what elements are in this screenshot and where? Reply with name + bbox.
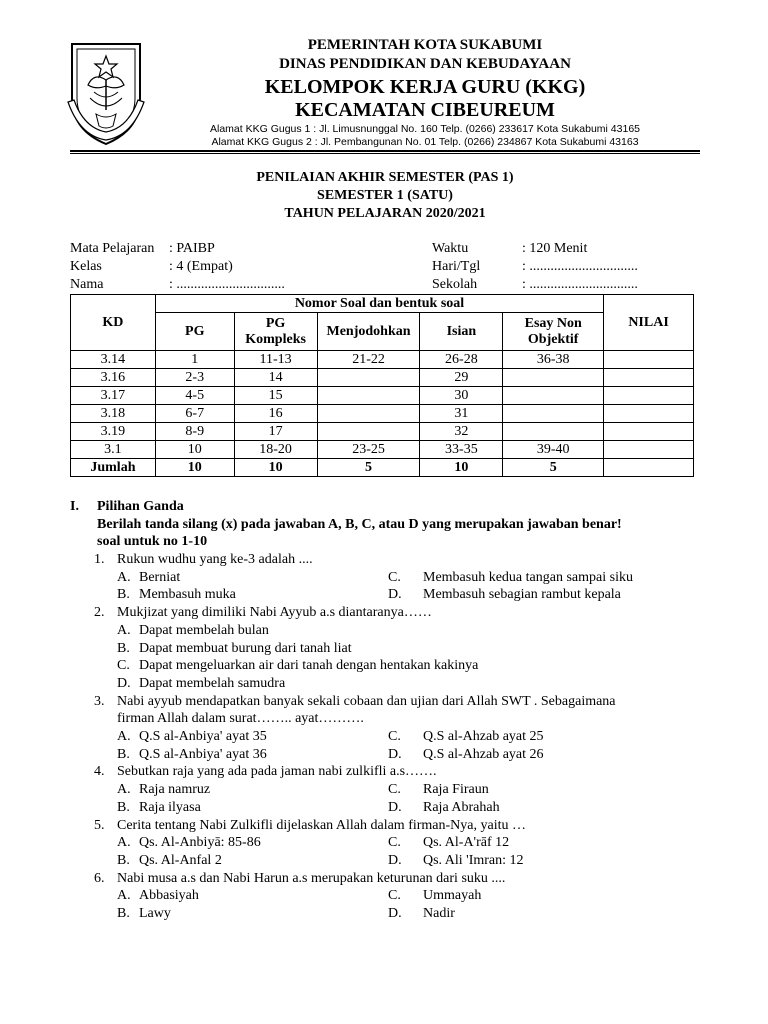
option-text: Berniat (139, 569, 181, 585)
table-cell: 15 (234, 387, 317, 405)
table-cell: 1 (155, 351, 234, 369)
table-row (71, 423, 694, 441)
header-district: KECAMATAN CIBEUREUM (295, 99, 555, 121)
header-kkg: KELOMPOK KERJA GURU (KKG) (264, 76, 586, 98)
exam-title: PENILAIAN AKHIR SEMESTER (PAS 1) (256, 170, 514, 185)
option-letter: D. (388, 799, 402, 815)
info-value-subject: : PAIBP (169, 241, 215, 256)
option-text: Qs. Al-Anbiyā: 85-86 (139, 835, 261, 851)
option-text: Membasuh kedua tangan sampai siku (423, 569, 633, 585)
table-cell: 5 (317, 459, 420, 477)
table-cell: 39-40 (503, 441, 604, 459)
option-text: Qs. Al-Anfal 2 (139, 852, 222, 868)
option-letter: C. (388, 569, 401, 585)
table-cell (317, 423, 420, 441)
question-number: 1. (94, 552, 105, 567)
option-text: Ummayah (423, 888, 482, 904)
option-letter: A. (117, 569, 131, 585)
option-text: Dapat membelah bulan (139, 622, 269, 638)
table-cell: 29 (420, 369, 503, 387)
table-cell: 3.1 (71, 441, 156, 459)
table-row (71, 351, 694, 369)
table-cell (503, 405, 604, 423)
question-text: Mukjizat yang dimiliki Nabi Ayyub a.s diantaranya…… (117, 605, 432, 621)
table-cell: 32 (420, 423, 503, 441)
table-cell: 21-22 (317, 351, 420, 369)
option-letter: A. (117, 622, 131, 638)
info-label-name: Nama (70, 277, 104, 292)
question-number: 5. (94, 817, 105, 833)
question-number: 2. (94, 605, 105, 621)
info-label-class: Kelas (70, 259, 102, 274)
table-cell: 3.19 (71, 423, 156, 441)
option-letter: D. (117, 675, 131, 691)
table-cell: 16 (234, 405, 317, 423)
option-text: Q.S al-Ahzab ayat 25 (423, 729, 544, 744)
option-text: Raja ilyasa (139, 799, 201, 815)
option-text: Q.S al-Ahzab ayat 26 (423, 746, 544, 762)
info-value-time: : 120 Menit (522, 241, 588, 256)
kd-header: KD (71, 295, 156, 351)
option-letter: B. (117, 799, 130, 815)
info-value-class: : 4 (Empat) (169, 259, 233, 274)
table-cell: 14 (234, 369, 317, 387)
col-pg-kompleks: PG Kompleks (234, 313, 317, 351)
table-cell: 10 (234, 459, 317, 477)
table-cell: 23-25 (317, 441, 420, 459)
option-text: Membasuh sebagian rambut kepala (423, 587, 621, 603)
header-government: PEMERINTAH KOTA SUKABUMI (307, 37, 543, 53)
question-text: Sebutkan raja yang ada pada jaman nabi zulkifli a.s……. (117, 764, 437, 780)
table-cell (503, 423, 604, 441)
table-cell (317, 369, 420, 387)
option-text: Dapat membelah samudra (139, 675, 286, 691)
question-number: 4. (94, 764, 105, 780)
question-text: Nabi musa a.s dan Nabi Harun a.s merupakan keturunan dari suku .... (117, 870, 506, 886)
question-text: Rukun wudhu yang ke-3 adalah .... (117, 552, 313, 567)
header-address-2: Alamat KKG Gugus 2 : Jl. Pembangunan No. 01 Telp. (0266) 234867 Kota Sukabumi 43163 (211, 136, 639, 148)
table-cell: 36-38 (503, 351, 604, 369)
table-row (71, 405, 694, 423)
table-cell: 10 (155, 441, 234, 459)
table-cell: 10 (155, 459, 234, 477)
option-text: Qs. Al-A'rāf 12 (423, 835, 510, 851)
option-letter: B. (117, 640, 130, 656)
table-cell: 6-7 (155, 405, 234, 423)
table-cell: 4-5 (155, 387, 234, 405)
info-label-date: Hari/Tgl (432, 259, 481, 274)
info-value-name[interactable]: : ............................... (169, 277, 285, 292)
col-esay: Esay Non Objektif (503, 313, 604, 351)
option-letter: B. (117, 906, 130, 921)
table-cell: 3.17 (71, 387, 156, 405)
table-cell: 5 (503, 459, 604, 477)
option-letter: C. (388, 729, 401, 744)
table-cell (604, 405, 694, 423)
option-text: Qs. Ali 'Imran: 12 (423, 852, 524, 868)
option-text: Nadir (423, 906, 455, 921)
table-cell (604, 369, 694, 387)
table-cell: Jumlah (71, 459, 156, 477)
table-cell (317, 387, 420, 405)
option-letter: C. (388, 888, 401, 904)
option-letter: C. (388, 782, 401, 798)
table-cell: 26-28 (420, 351, 503, 369)
table-cell: 3.16 (71, 369, 156, 387)
option-text: Raja Abrahah (423, 799, 500, 815)
option-text: Dapat mengeluarkan air dari tanah dengan hentakan kakinya (139, 658, 479, 674)
question-number: 6. (94, 870, 105, 886)
header-divider-thick (70, 150, 700, 152)
option-text: Raja namruz (139, 782, 211, 798)
info-label-time: Waktu (432, 241, 469, 256)
table-cell (317, 405, 420, 423)
option-text: Q.S al-Anbiya' ayat 35 (139, 729, 267, 744)
info-label-school: Sekolah (432, 277, 478, 292)
table-cell (604, 459, 694, 477)
table-row (71, 441, 694, 459)
option-text: Membasuh muka (139, 587, 236, 603)
option-letter: B. (117, 746, 130, 762)
exam-year: TAHUN PELAJARAN 2020/2021 (284, 206, 486, 221)
table-cell (604, 423, 694, 441)
question-number: 3. (94, 693, 105, 709)
table-cell (503, 369, 604, 387)
option-letter: C. (117, 658, 130, 674)
header-department: DINAS PENDIDIKAN DAN KEBUDAYAAN (279, 56, 571, 72)
option-text: Lawy (139, 906, 171, 921)
section-number: I. (70, 499, 79, 514)
option-letter: A. (117, 835, 131, 851)
table-cell: 3.18 (71, 405, 156, 423)
info-value-school[interactable]: : ............................... (522, 277, 638, 292)
nilai-header: NILAI (604, 295, 694, 351)
kd-table-body (71, 351, 694, 477)
option-letter: C. (388, 835, 401, 851)
option-text: Raja Firaun (423, 782, 489, 798)
option-text: Q.S al-Anbiya' ayat 36 (139, 746, 267, 762)
table-cell: 3.14 (71, 351, 156, 369)
col-isian: Isian (420, 313, 503, 351)
table-cell: 33-35 (420, 441, 503, 459)
table-cell: 11-13 (234, 351, 317, 369)
sukabumi-emblem-icon (66, 40, 146, 148)
option-letter: A. (117, 782, 131, 798)
option-letter: D. (388, 587, 402, 603)
table-row (71, 387, 694, 405)
group-header: Nomor Soal dan bentuk soal (155, 295, 603, 313)
option-letter: D. (388, 852, 402, 868)
section-scope: soal untuk no 1-10 (97, 534, 208, 549)
option-letter: B. (117, 587, 130, 603)
option-text: Dapat membuat burung dari tanah liat (139, 640, 352, 656)
question-text: Cerita tentang Nabi Zulkifli dijelaskan Allah dalam firman-Nya, yaitu … (117, 817, 526, 833)
table-cell: 17 (234, 423, 317, 441)
table-cell: 2-3 (155, 369, 234, 387)
table-cell (604, 387, 694, 405)
option-letter: B. (117, 852, 130, 868)
option-text: Abbasiyah (139, 888, 199, 904)
table-cell: 10 (420, 459, 503, 477)
header-divider-thin (70, 153, 700, 154)
table-row (71, 369, 694, 387)
table-cell: 31 (420, 405, 503, 423)
table-cell (604, 351, 694, 369)
col-pg: PG (155, 313, 234, 351)
option-letter: D. (388, 906, 402, 921)
header-address-1: Alamat KKG Gugus 1 : Jl. Limusnunggal No. 160 Telp. (0266) 233617 Kota Sukabumi 43165 (210, 123, 640, 135)
table-cell (604, 441, 694, 459)
table-row (71, 459, 694, 477)
section-title: Pilihan Ganda (97, 499, 184, 514)
option-letter: A. (117, 729, 131, 744)
table-cell: 8-9 (155, 423, 234, 441)
option-letter: D. (388, 746, 402, 762)
exam-semester: SEMESTER 1 (SATU) (317, 188, 453, 203)
question-text: firman Allah dalam surat…….. ayat………. (117, 711, 364, 727)
table-cell: 30 (420, 387, 503, 405)
section-instruction: Berilah tanda silang (x) pada jawaban A, B, C, atau D yang merupakan jawaban benar! (97, 517, 622, 532)
question-text: Nabi ayyub mendapatkan banyak sekali cobaan dan ujian dari Allah SWT . Sebagaimana (117, 693, 616, 709)
kd-table (70, 294, 694, 477)
info-label-subject: Mata Pelajaran (70, 241, 155, 256)
table-cell (503, 387, 604, 405)
table-cell: 18-20 (234, 441, 317, 459)
col-menjodohkan: Menjodohkan (317, 313, 420, 351)
info-value-date[interactable]: : ............................... (522, 259, 638, 274)
option-letter: A. (117, 888, 131, 904)
